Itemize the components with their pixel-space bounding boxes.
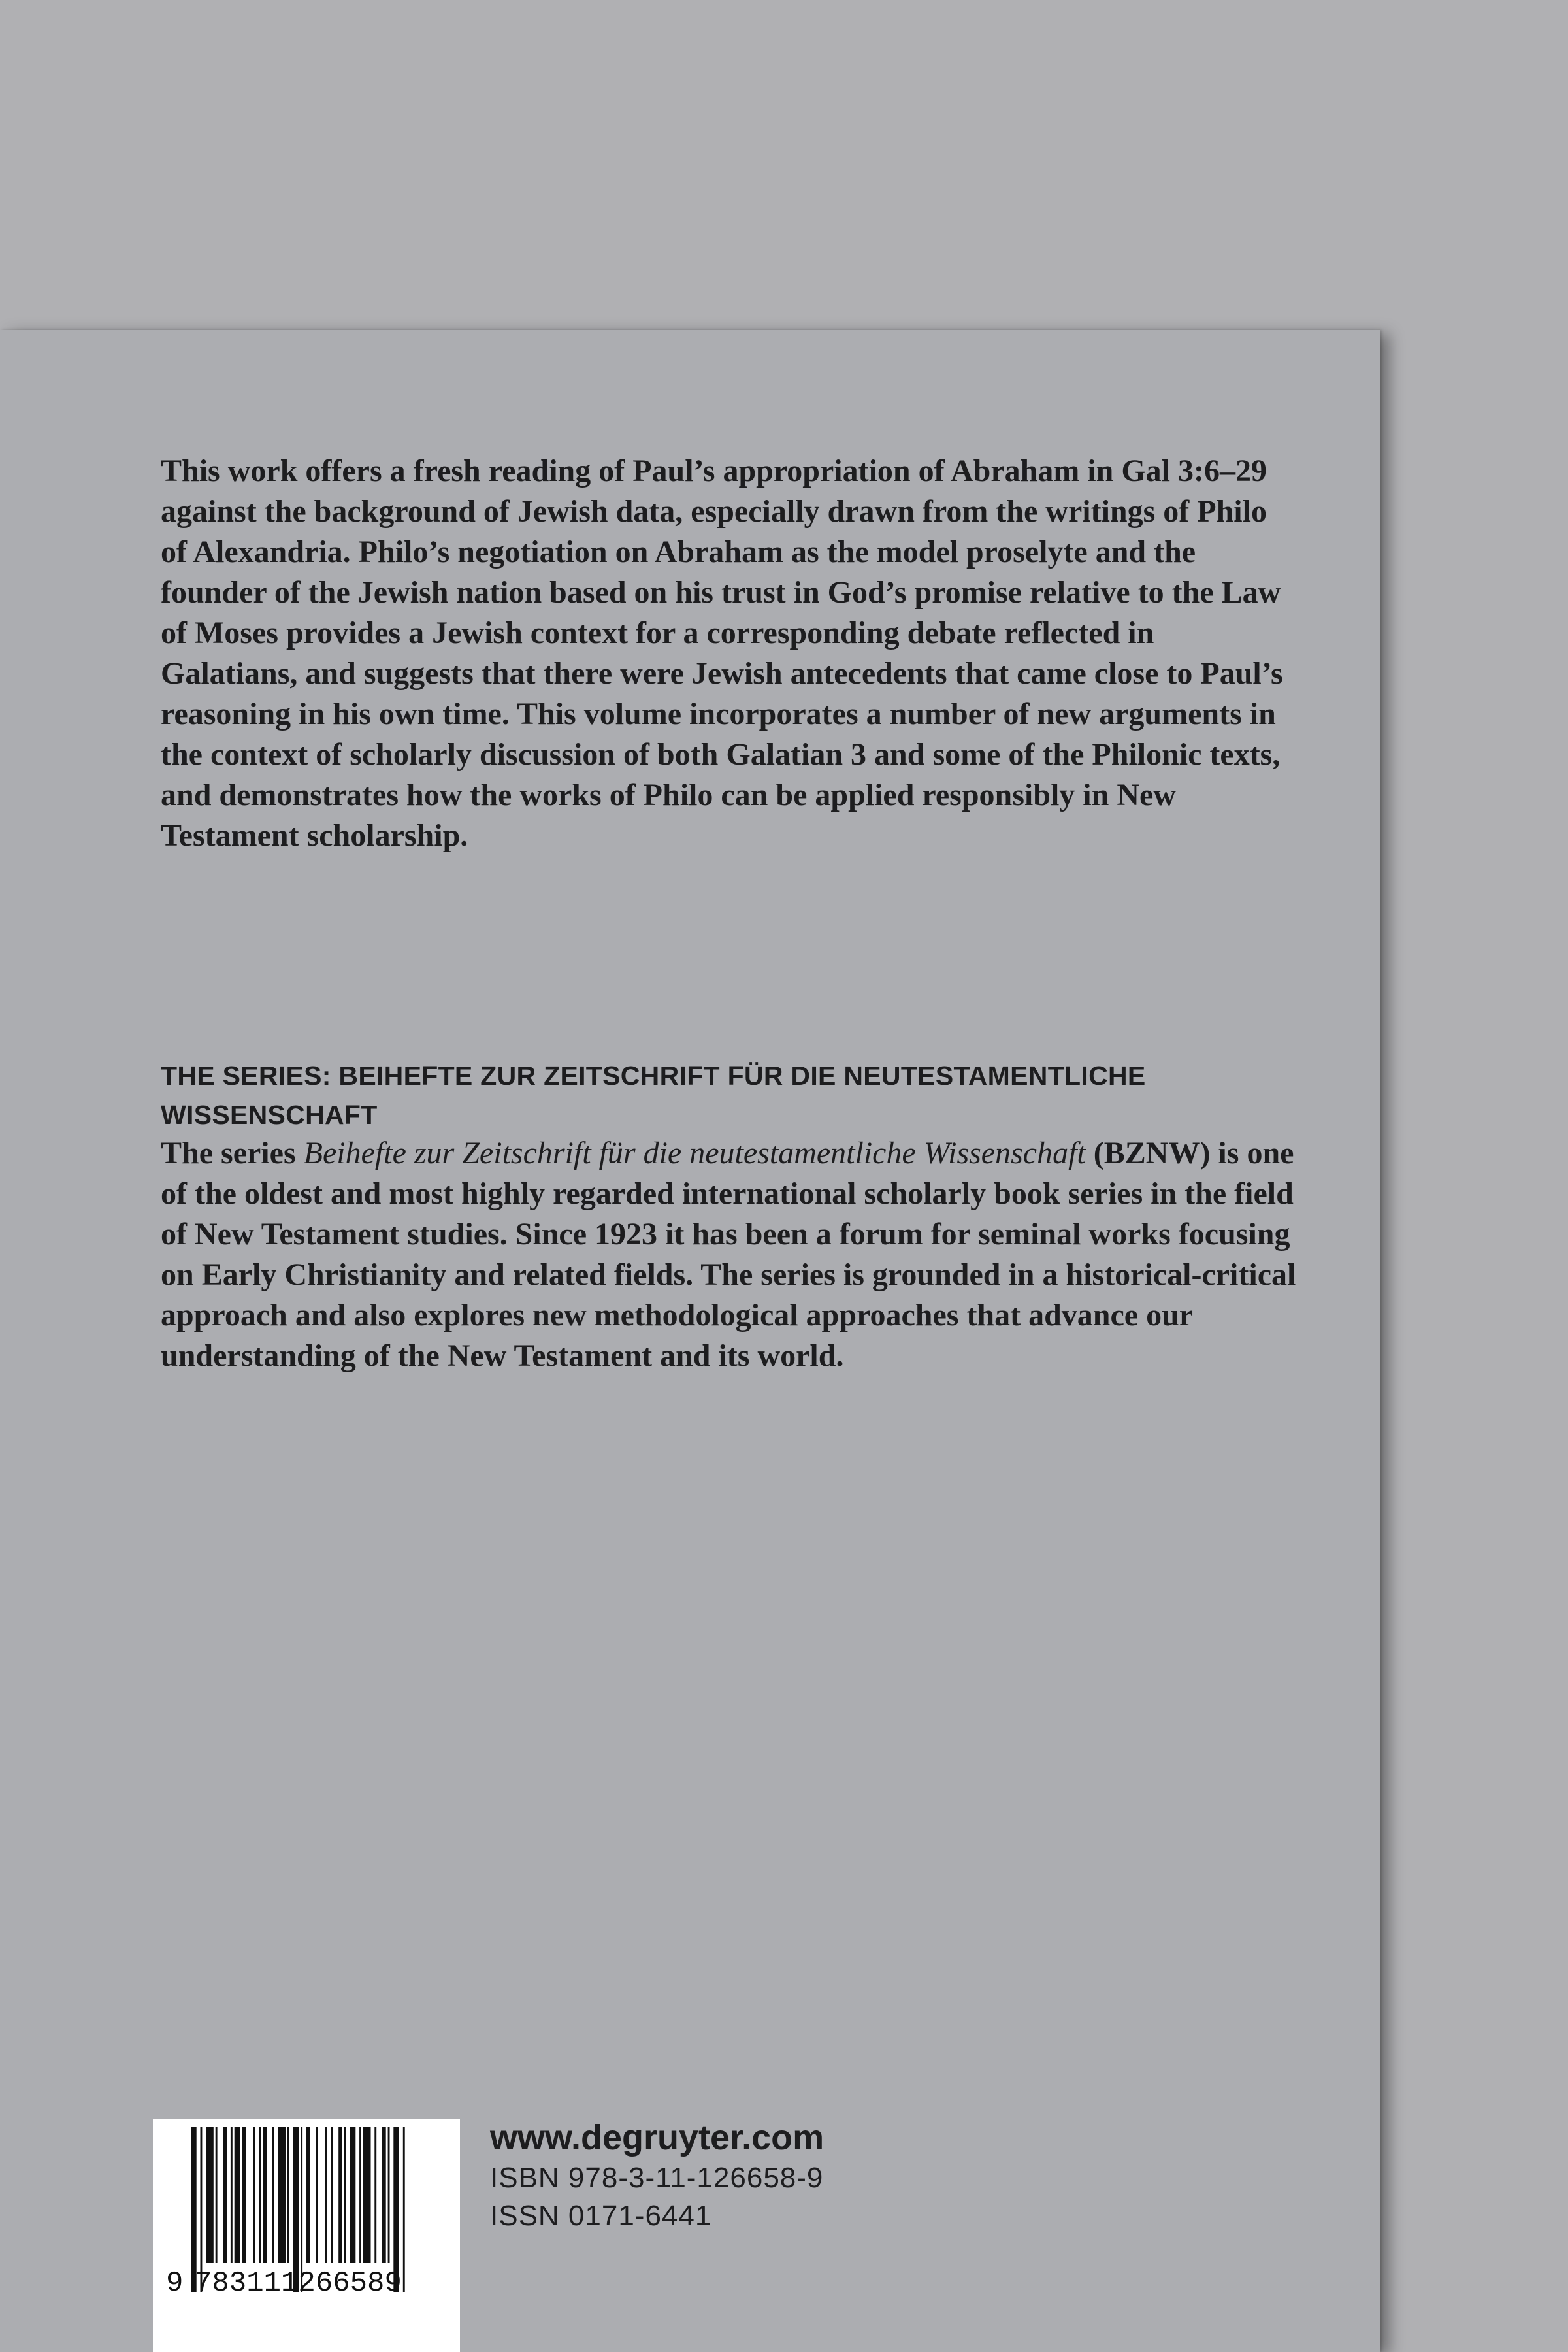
barcode-bar bbox=[216, 2127, 218, 2263]
series-title: Beihefte zur Zeitschrift für die neutestamentliche Wissenschaft bbox=[303, 1136, 1086, 1170]
barcode-bar bbox=[363, 2127, 371, 2263]
barcode-bar bbox=[235, 2127, 240, 2263]
isbn: ISBN 978-3-11-126658-9 bbox=[490, 2162, 824, 2194]
barcode-bar bbox=[242, 2127, 246, 2263]
barcode-bar bbox=[206, 2127, 214, 2263]
barcode-bar bbox=[350, 2127, 356, 2263]
barcode-bar bbox=[263, 2127, 267, 2263]
series-intro: The series bbox=[161, 1136, 304, 1170]
barcode-bar bbox=[344, 2127, 346, 2263]
issn: ISSN 0171-6441 bbox=[490, 2200, 712, 2232]
barcode-bar bbox=[325, 2127, 327, 2263]
barcode-bar bbox=[388, 2127, 390, 2263]
barcode-bar bbox=[374, 2127, 376, 2263]
barcode-bar bbox=[382, 2127, 386, 2263]
series-description bbox=[161, 1133, 1298, 1376]
series-heading: THE SERIES: BEIHEFTE ZUR ZEITSCHRIFT FÜR DIE NEUTESTAMENTLICHE WISSENSCHAFT bbox=[161, 1061, 1146, 1130]
publisher-info bbox=[490, 2116, 824, 2235]
barcode-bar bbox=[259, 2127, 261, 2263]
book-description: This work offers a fresh reading of Paul’s appropriation of Abraham in Gal 3:6–29 against the background of Jewish data, especially drawn from the writings of Philo of Alexandria. Philo’s negotiation on Abraham as the model proselyte and the founder of the Jewish nation based on his trust in God’s promise relative to the Law of Moses provides a Jewish context for a corresponding debate reflected in Galatians, and suggests that there were Jewish antecedents that came close to Paul’s reasoning in his own time. This volume incorporates a number of new arguments in the context of scholarly discussion of both Galatian 3 and some of the Philonic texts, and demonstrates how the works of Philo can be applied responsibly in New Testament scholarship. bbox=[161, 454, 1283, 853]
barcode-bar bbox=[316, 2127, 318, 2263]
barcode-bar bbox=[253, 2127, 255, 2263]
barcode-bar bbox=[306, 2127, 310, 2263]
barcode-bar bbox=[231, 2127, 233, 2263]
series-body-text: (BZNW) is one of the oldest and most highly regarded international scholarly book series in the field of New Testament studies. Since 1923 it has been a forum for seminal works focusing on Early Christianity and related fields. The series is grounded in a historical-critical approach and also explores new methodological approaches that advance our understanding of the New Testament and its world. bbox=[161, 1136, 1296, 1373]
barcode-digits: 783111266589 bbox=[195, 2267, 402, 2300]
barcode-bar bbox=[287, 2127, 289, 2263]
barcode-bar bbox=[338, 2127, 342, 2263]
barcode-bar bbox=[272, 2127, 274, 2263]
barcode-bar bbox=[278, 2127, 286, 2263]
publisher-url: www.degruyter.com bbox=[490, 2118, 825, 2157]
barcode-bar bbox=[331, 2127, 333, 2263]
barcode bbox=[153, 2119, 460, 2352]
barcode-bar bbox=[359, 2127, 361, 2263]
barcode-lead-digit: 9 bbox=[166, 2267, 184, 2300]
barcode-bar bbox=[403, 2127, 405, 2292]
barcode-bar bbox=[223, 2127, 227, 2263]
